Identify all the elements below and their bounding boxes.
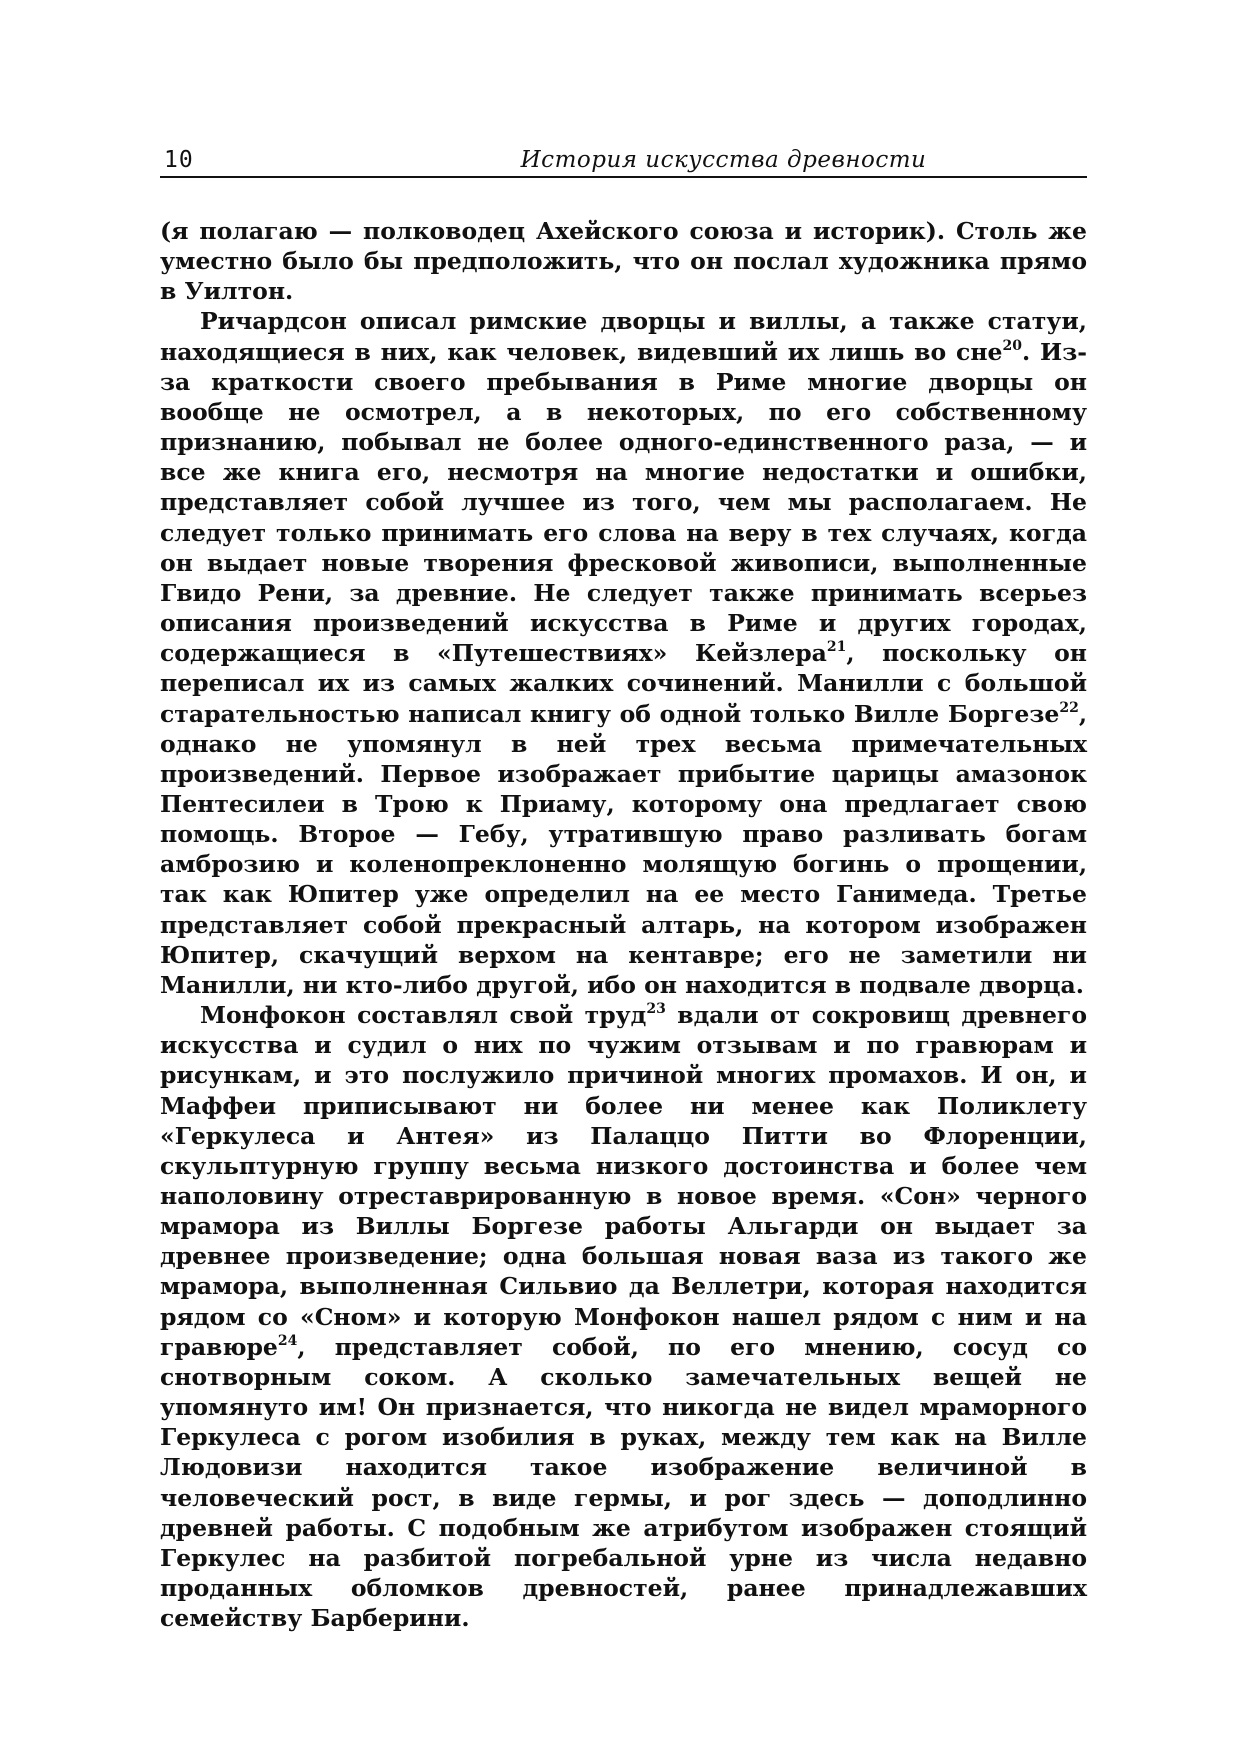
page-number: 10 [164, 147, 194, 173]
text-segment: вдали от сокровищ древнего искусства и судил о них по чужим отзывам и по гравюрам и рисункам, и это послужило причиной многих промахов. И он, и Маффеи приписывают ни более ни менее как Поликлету «Геркулеса и Антея» из Палаццо Питти во Флоренции, скульптурную группу весьма низкого достоинства и более чем наполовину отреставрированную в новое время. «Сон» черного мрамора из Виллы Боргезе работы Альгарди он выдает за древнее произведение; одна большая новая ваза из такого же мрамора, выполненная Сильвио да Веллетри, которая находится рядом со «Сном» и которую Монфокон нашел рядом с ним и на гравюре [160, 1001, 1088, 1361]
footnote-ref-20: 20 [1002, 337, 1022, 354]
text-segment: Монфокон составлял свой труд [200, 1001, 647, 1030]
footnote-ref-24: 24 [277, 1332, 298, 1349]
paragraph-2 [160, 306, 1087, 1000]
paragraph-3 [160, 1000, 1087, 1633]
running-header [160, 146, 1087, 178]
footnote-ref-21: 21 [826, 639, 847, 656]
text-segment: , поскольку он переписал их из самых жалких сочинений. Манилли с большой старательностью написал книгу об одной только Вилле Боргезе [160, 639, 1088, 728]
footnote-ref-22: 22 [1059, 699, 1079, 716]
paragraph-1 [160, 216, 1087, 306]
body-text [160, 216, 1087, 1633]
footnote-ref-23: 23 [646, 1001, 666, 1018]
running-title: История искусства древности [520, 147, 927, 173]
text-segment: . Из-за краткости своего пребывания в Риме многие дворцы он вообще не осмотрел, а в некоторых, по его собственному признанию, побывал не более одного-единственного раза, — и все же книга его, несмотря на многие недостатки и ошибки, представляет собой лучшее из того, чем мы располагаем. Не следует только принимать его слова на веру в тех случаях, когда он выдает новые творения фресковой живописи, выполненные Гвидо Рени, за древние. Не следует также принимать всерьез описания произведений искусства в Риме и других городах, содержащиеся в «Путешествиях» Кейзлера [160, 337, 1087, 668]
text-segment: (я полагаю — полководец Ахейского союза и историк). Столь же уместно было бы предположить, что он послал художника прямо в Уилтон. [160, 217, 1087, 306]
text-segment: , однако не упомянул в ней трех весьма примечательных произведений. Первое изображает прибытие царицы амазонок Пентесилеи в Трою к Приаму, которому она предлагает свою помощь. Второе — Гебу, утратившую право разливать богам амброзию и коленопреклоненно молящую богинь о прощении, так как Юпитер уже определил на ее место Ганимеда. Третье представляет собой прекрасный алтарь, на котором изображен Юпитер, скачущий верхом на кентавре; его не заметили ни Манилли, ни кто-либо другой, ибо он находится в подвале дворца. [160, 699, 1087, 999]
text-segment: Ричардсон описал римские дворцы и виллы, а также статуи, находящиеся в них, как человек, видевший их лишь во сне [160, 307, 1087, 366]
text-segment: , представляет собой, по его мнению, сосуд со снотворным соком. А сколько замечательных вещей не упомянуто им! Он признается, что никогда не видел мраморного Геркулеса с рогом изобилия в руках, между тем как на Вилле Людовизи находится такое изображение величиной в человеческий рост, в виде гермы, и рог здесь — доподлинно древней работы. С подобным же атрибутом изображен стоящий Геркулес на разбитой погребальной урне из числа недавно проданных обломков древностей, ранее принадлежавших семейству Барберини. [160, 1332, 1087, 1633]
